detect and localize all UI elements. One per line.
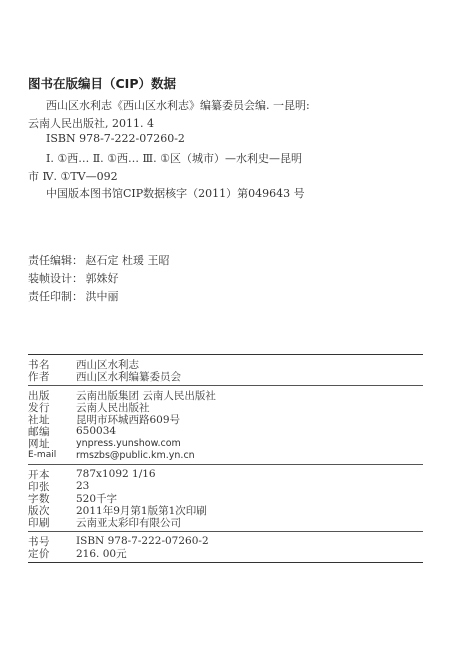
credit-value: 郭姝好 bbox=[85, 272, 119, 285]
copyright-info-table bbox=[28, 354, 423, 563]
info-key: 网址 bbox=[28, 437, 50, 450]
info-key: E-mail bbox=[28, 450, 57, 460]
info-key: 字数 bbox=[28, 492, 50, 505]
info-key: 书名 bbox=[28, 358, 50, 371]
cip-line: Ⅰ. ①西… Ⅱ. ①西… Ⅲ. ①区（城市）—水利史—昆明 bbox=[46, 152, 302, 165]
info-value: 520千字 bbox=[76, 492, 118, 505]
info-row bbox=[28, 449, 423, 461]
credit-editor bbox=[28, 252, 170, 268]
info-key: 出版 bbox=[28, 389, 50, 402]
info-key: 印张 bbox=[28, 480, 50, 493]
info-value: 2011年9月第1版第1次印刷 bbox=[76, 504, 207, 517]
info-value: 23 bbox=[76, 480, 90, 492]
info-key: 开本 bbox=[28, 468, 50, 481]
info-value: 昆明市环城西路609号 bbox=[76, 413, 181, 426]
credit-label: 责任编辑： bbox=[28, 254, 83, 267]
info-row bbox=[28, 468, 423, 480]
info-key: 社址 bbox=[28, 413, 50, 426]
info-key: 书号 bbox=[28, 535, 50, 548]
info-row bbox=[28, 370, 423, 382]
info-key: 作者 bbox=[28, 370, 50, 383]
info-value: 云南人民出版社 bbox=[76, 401, 150, 414]
info-value: 650034 bbox=[76, 425, 117, 437]
cip-heading: 图书在版编目（CIP）数据 bbox=[28, 76, 176, 91]
info-value: 西山区水利编纂委员会 bbox=[76, 370, 181, 383]
info-key: 版次 bbox=[28, 504, 50, 517]
credit-printing bbox=[28, 288, 119, 304]
credit-value: 赵石定 杜瑗 王昭 bbox=[85, 254, 170, 267]
info-value: 787x1092 1/16 bbox=[76, 468, 156, 480]
info-value: 216. 00元 bbox=[76, 547, 127, 560]
info-value: 云南亚太彩印有限公司 bbox=[76, 516, 181, 529]
info-key: 发行 bbox=[28, 401, 50, 414]
info-value: 云南出版集团 云南人民出版社 bbox=[76, 389, 216, 402]
info-row bbox=[28, 516, 423, 528]
cip-line: 西山区水利志《西山区水利志》编纂委员会编. 一昆明: bbox=[46, 99, 310, 112]
cip-line: 云南人民出版社, 2011. 4 bbox=[28, 117, 154, 130]
cip-line: 中国版本图书馆CIP数据核字（2011）第049643 号 bbox=[46, 187, 305, 200]
credit-label: 责任印制： bbox=[28, 290, 83, 303]
info-row bbox=[28, 425, 423, 437]
divider bbox=[28, 562, 423, 563]
cip-line: 市 Ⅳ. ①TV—092 bbox=[28, 170, 118, 183]
credit-design bbox=[28, 270, 119, 286]
info-value: 西山区水利志 bbox=[76, 358, 139, 371]
credit-label: 装帧设计： bbox=[28, 272, 83, 285]
credit-value: 洪中丽 bbox=[85, 290, 119, 303]
info-key: 邮编 bbox=[28, 425, 50, 438]
info-row bbox=[28, 413, 423, 425]
cip-line: ISBN 978-7-222-07260-2 bbox=[46, 132, 185, 145]
info-value: rmszbs@public.km.yn.cn bbox=[76, 449, 195, 461]
info-row bbox=[28, 437, 423, 449]
info-key: 定价 bbox=[28, 547, 50, 560]
info-row bbox=[28, 547, 423, 559]
info-value: ynpress.yunshow.com bbox=[76, 437, 181, 449]
info-value: ISBN 978-7-222-07260-2 bbox=[76, 535, 209, 547]
info-key: 印刷 bbox=[28, 516, 50, 529]
